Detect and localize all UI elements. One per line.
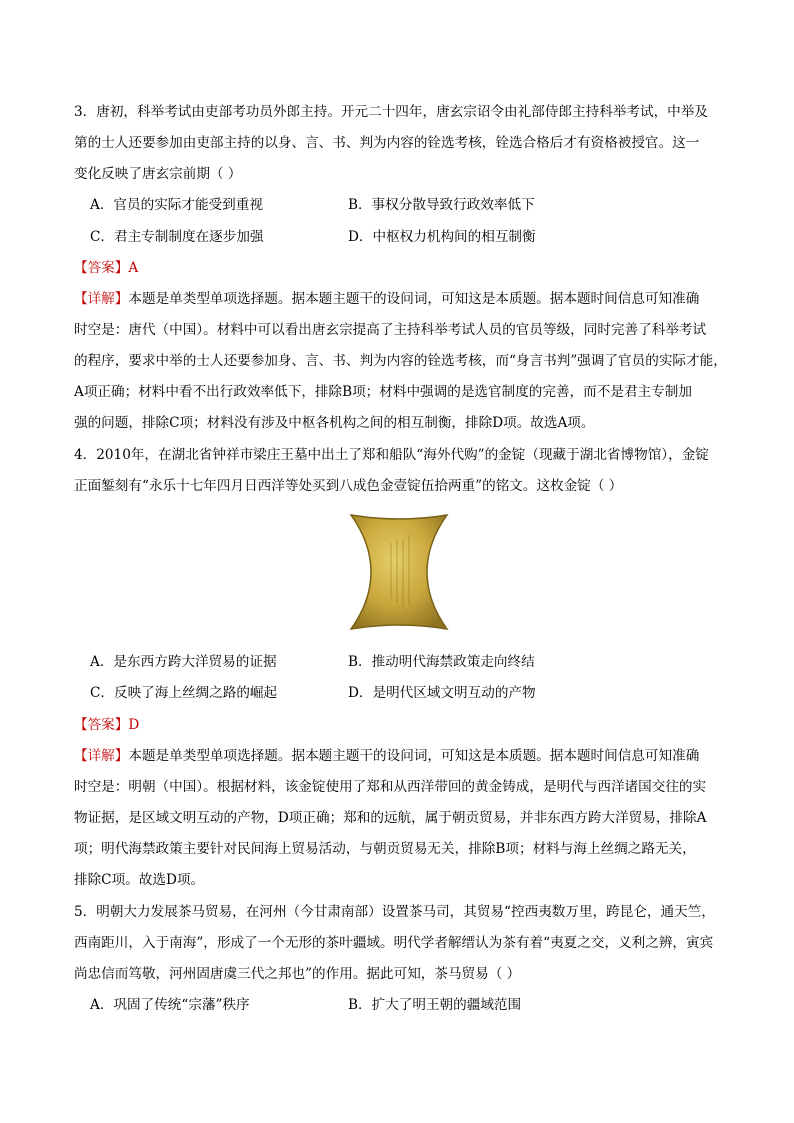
q4-detail-line-2: 时空是：明朝（中国）。根据材料，该金锭使用了郑和从西洋带回的黄金铸成，是明代与西洋诸国交往的实 xyxy=(74,779,707,795)
q3-detail-line-3: 的程序，要求中举的士人还要参加身、言、书、判为内容的铨选考核，而“身言书判”强调了官员的实际才能， xyxy=(74,353,727,369)
q3-option-d: D．中枢权力机构间的相互制衡 xyxy=(348,229,536,245)
q3-answer-line xyxy=(74,258,724,278)
q5-stem-line-3: 尚忠信而笃敬，河州固唐虞三代之邦也”的作用。据此可知，茶马贸易（ ） xyxy=(74,966,521,982)
q4-option-b: B．推动明代海禁政策走向终结 xyxy=(348,654,535,670)
q5-stem-line-1: 5．明朝大力发展茶马贸易，在河州（今甘肃南部）设置茶马司，其贸易“控西夷数万里，跨昆仑，通天竺， xyxy=(74,904,715,920)
q4-detail-text-1: 本题是单类型单项选择题。据本题主题干的设问词，可知这是本质题。据本题时间信息可知准确 xyxy=(128,748,700,764)
q3-answer-tag: 【答案】 xyxy=(74,260,129,276)
q5-option-b: B．扩大了明王朝的疆域范围 xyxy=(348,997,522,1013)
q4-detail-line-5: 排除C项。故选D项。 xyxy=(74,872,205,888)
q4-option-c: C．反映了海上丝绸之路的崛起 xyxy=(90,685,278,701)
q3-detail-text-1: 本题是单类型单项选择题。据本题主题干的设问词，可知这是本质题。据本题时间信息可知准确 xyxy=(128,291,700,307)
q4-answer-line xyxy=(74,715,724,735)
q3-option-a: A．官员的实际才能受到重视 xyxy=(90,197,263,213)
q4-detail-line-3: 物证据，是区域文明互动的产物，D项正确；郑和的远航，属于朝贡贸易，并非东西方跨大洋贸易，排除A xyxy=(74,810,707,826)
q4-answer-tag: 【答案】 xyxy=(74,717,129,733)
q3-detail-line-5: 强的问题，排除C项；材料没有涉及中枢各机构之间的相互制衡，排除D项。故选A项。 xyxy=(74,415,595,431)
q4-detail-line-1 xyxy=(74,746,724,766)
q4-detail-tag: 【详解】 xyxy=(74,748,129,764)
q4-answer-value: D xyxy=(128,717,140,733)
q5-option-a: A．巩固了传统“宗藩”秩序 xyxy=(90,997,250,1013)
q4-option-a: A．是东西方跨大洋贸易的证据 xyxy=(90,654,277,670)
q5-stem-line-2: 西南距川，入于南海”，形成了一个无形的茶叶疆域。明代学者解缙认为茶有着“夷夏之交，义利之辨，寅宾 xyxy=(74,935,714,951)
q3-detail-tag: 【详解】 xyxy=(74,291,129,307)
q3-detail-line-1 xyxy=(74,289,724,309)
q4-stem-line-1: 4．2010年，在湖北省钟祥市梁庄王墓中出土了郑和船队“海外代购”的金锭（现藏于湖北省博物馆），金锭 xyxy=(74,447,709,463)
q3-stem-line-2: 第的士人还要参加由吏部主持的以身、言、书、判为内容的铨选考核，铨选合格后才有资格被授官。这一 xyxy=(74,135,700,151)
q3-detail-line-4: A项正确；材料中看不出行政效率低下，排除B项；材料中强调的是选官制度的完善，而不是君主专制加 xyxy=(74,384,692,400)
gold-ingot-image xyxy=(345,509,453,635)
q4-stem-line-2: 正面錾刻有“永乐十七年四月日西洋等处买到八成色金壹锭伍拾两重”的铭文。这枚金锭（ ） xyxy=(74,478,623,494)
q4-detail-line-4: 项；明代海禁政策主要针对民间海上贸易活动，与朝贡贸易无关，排除B项；材料与海上丝绸之路无关， xyxy=(74,841,696,857)
q3-detail-line-2: 时空是：唐代（中国）。材料中可以看出唐玄宗提高了主持科举考试人员的官员等级，同时完善了科举考试 xyxy=(74,322,707,338)
q3-option-b: B．事权分散导致行政效率低下 xyxy=(348,197,535,213)
q3-option-c: C．君主专制制度在逐步加强 xyxy=(90,229,264,245)
q3-answer-value: A xyxy=(128,260,139,276)
q3-stem-line-1: 3．唐初，科举考试由吏部考功员外郎主持。开元二十四年，唐玄宗诏令由礼部侍郎主持科举考试，中举及 xyxy=(74,104,708,120)
q4-option-d: D．是明代区域文明互动的产物 xyxy=(348,685,536,701)
q3-stem-line-3: 变化反映了唐玄宗前期（ ） xyxy=(74,166,242,182)
